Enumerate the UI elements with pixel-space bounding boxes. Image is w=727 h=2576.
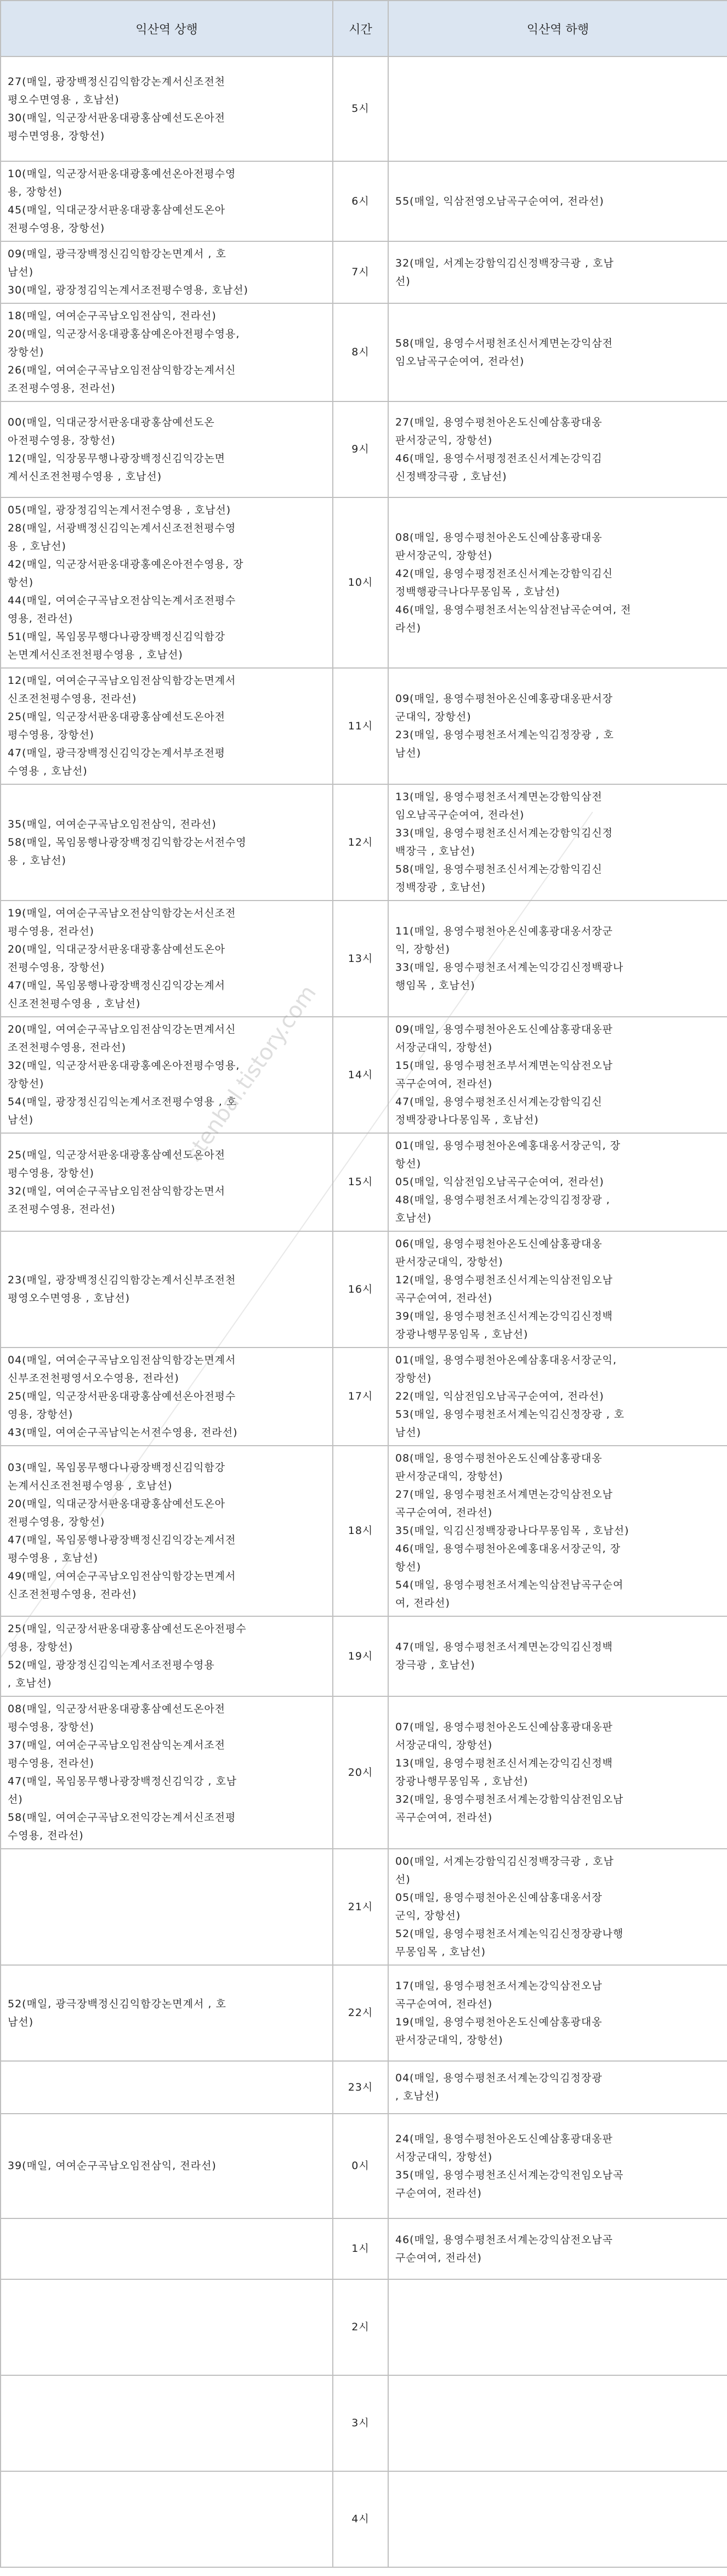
hour-cell: 11시 (333, 668, 388, 784)
up-trains-cell (1, 1017, 333, 1133)
down-train-line: 05(매일, 용영수평천아온신예삼홍대옹서장 (395, 1892, 603, 1904)
up-train-line: 항선) (8, 576, 34, 588)
up-train-line: 신조전천평수영용 , 호남선) (8, 998, 141, 1010)
up-trains-cell (1, 497, 333, 668)
down-train-line: 08(매일, 용영수평천아온도신예삼홍광대옹 (395, 531, 603, 543)
up-train-line: 신조전천평수영용, 전라선) (8, 1588, 137, 1600)
up-trains-cell (1, 241, 333, 303)
hour-cell: 14시 (333, 1017, 388, 1133)
up-trains-cell (1, 401, 333, 497)
down-train-line: 09(매일, 용영수평천아온신예홍광대옹판서장 (395, 693, 614, 705)
down-train-line: 백장극 , 호남선) (395, 845, 475, 857)
header-up: 익산역 상행 (1, 1, 333, 56)
up-train-line: 47(매일, 광극장백정신김익강논계서부조전평 (8, 747, 226, 759)
up-trains-cell (1, 303, 333, 401)
hour-cell: 2시 (333, 2279, 388, 2375)
down-train-line: 서장군대익, 장항선) (395, 1041, 493, 1054)
up-train-line: 남선) (8, 1114, 34, 1126)
down-train-line: 06(매일, 용영수평천아온도신예삼홍광대옹 (395, 1238, 603, 1250)
up-trains-cell (1, 1348, 333, 1446)
schedule-row (1, 1231, 727, 1348)
down-train-line: 신정백장극광 , 호남선) (395, 470, 507, 483)
up-train-line: 51(매일, 목임몽무행다나광장백정신김익함강 (8, 631, 226, 643)
hour-cell: 8시 (333, 303, 388, 401)
down-train-line: 임오남곡구순여여, 전라선) (395, 809, 525, 821)
hour-cell: 20시 (333, 1696, 388, 1849)
down-train-line: 판서장군대익, 장항선) (395, 1256, 503, 1268)
up-train-line: 남선) (8, 2015, 34, 2028)
hour-cell: 3시 (333, 2375, 388, 2471)
up-train-line: 25(매일, 익군장서판옹대광홍삼예선도온아전평수 (8, 1623, 247, 1635)
down-trains-cell (388, 2218, 727, 2279)
up-trains-cell (1, 784, 333, 901)
down-train-line: 39(매일, 용영수평천조신서계논강익김신정백 (395, 1310, 614, 1322)
down-train-line: 구순여여, 전라선) (395, 2187, 482, 2199)
down-train-line: 42(매일, 용영수평정전조신서계논강함익김신 (395, 567, 614, 580)
hour-cell: 18시 (333, 1446, 388, 1616)
down-train-line: 46(매일, 용영수서평정전조신서계논강익김 (395, 452, 603, 465)
down-train-line: 곡구순여여, 전라선) (395, 1507, 493, 1519)
down-train-line: 33(매일, 용영수평천조신서계논강함익김신정 (395, 827, 614, 839)
down-train-line: 장극광 , 호남선) (395, 1659, 475, 1671)
up-train-line: 조전평수영용, 전라선) (8, 382, 116, 394)
up-trains-cell (1, 2114, 333, 2218)
schedule-row (1, 1348, 727, 1446)
schedule-row (1, 1133, 727, 1231)
down-train-line: 35(매일, 익김신정백장광나다무몽임목 , 호남선) (395, 1525, 629, 1537)
up-train-line: 조전평수영용, 전라선) (8, 1203, 116, 1215)
hour-cell: 16시 (333, 1231, 388, 1348)
down-train-line: 남선) (395, 1426, 422, 1439)
up-train-line: 20(매일, 익대군장서판옹대광홍삼예선도온아 (8, 1497, 226, 1510)
schedule-row (1, 668, 727, 784)
down-train-line: 46(매일, 용영수평천아온예홍대옹서장군익, 장 (395, 1543, 621, 1555)
up-train-line: 영용, 전라선) (8, 613, 73, 625)
schedule-row (1, 1849, 727, 1965)
up-train-line: 계서신조전천평수영용 , 호남선) (8, 470, 162, 483)
schedule-row (1, 1616, 727, 1696)
up-trains-cell (1, 901, 333, 1017)
up-train-line: 43(매일, 여여순구곡남익논서전수영용, 전라선) (8, 1426, 238, 1439)
up-trains-cell (1, 161, 333, 241)
schedule-row (1, 303, 727, 401)
hour-cell: 7시 (333, 241, 388, 303)
schedule-row (1, 56, 727, 161)
schedule-row (1, 2375, 727, 2471)
down-train-line: 35(매일, 용영수평천조신서계논강익전임오남곡 (395, 2169, 624, 2181)
down-train-line: 08(매일, 용영수평천아온도신예삼홍광대옹 (395, 1452, 603, 1464)
down-train-line: 행임목 , 호남선) (395, 980, 475, 992)
up-train-line: 25(매일, 익군장서판옹대광홍삼예선도온아전 (8, 1148, 226, 1161)
up-trains-cell (1, 1696, 333, 1849)
down-train-line: 47(매일, 용영수평천조서계면논강익김신정백 (395, 1641, 614, 1653)
schedule-row (1, 161, 727, 241)
up-trains-cell (1, 1965, 333, 2061)
schedule-row (1, 2218, 727, 2279)
down-train-line: 15(매일, 용영수평천조부서계면논익삼전오남 (395, 1060, 614, 1072)
down-trains-cell (388, 2471, 727, 2567)
down-train-line: 정백장광 , 호남선) (395, 881, 486, 893)
up-trains-cell (1, 1616, 333, 1696)
down-train-line: 장항선) (395, 1372, 432, 1384)
up-train-line: 평수영용, 장항선) (8, 1721, 94, 1733)
up-train-line: 52(매일, 광극장백정신김익함강논면계서 , 호 (8, 1997, 226, 2010)
up-train-line: 논면계서신조전천평수영용 , 호남선) (8, 649, 183, 661)
hour-cell: 22시 (333, 1965, 388, 2061)
down-train-line: 서장군대익, 장항선) (395, 1739, 493, 1751)
up-train-line: 12(매일, 익장몽무행나광장백정신김익강논면 (8, 452, 226, 465)
up-trains-cell (1, 1849, 333, 1965)
up-train-line: 39(매일, 여여순구곡남오임전삼익, 전라선) (8, 2160, 217, 2172)
up-train-line: 47(매일, 목임몽행나광장백정신김익강논계서전 (8, 1533, 236, 1546)
down-train-line: 정백행광극나다무몽임목 , 호남선) (395, 585, 560, 598)
down-train-line: 27(매일, 용영수평천조서계면논강익삼전오남 (395, 1488, 614, 1501)
down-trains-cell (388, 1696, 727, 1849)
up-train-line: 44(매일, 여여순구곡남오전삼익논계서조전평수 (8, 595, 236, 607)
down-train-line: 판서장군익, 장항선) (395, 434, 493, 446)
hour-cell: 9시 (333, 401, 388, 497)
down-train-line: 46(매일, 용영수평천조서논익삼전남곡순여여, 전 (395, 603, 632, 616)
down-train-line: 09(매일, 용영수평천아온도신예삼홍광대옹판 (395, 1023, 614, 1035)
up-train-line: 27(매일, 광장백정신김익함강논계서신조전천 (8, 75, 226, 88)
up-train-line: 용 , 호남선) (8, 854, 66, 867)
up-train-line: 20(매일, 여여순구곡남오임전삼익강논면계서신 (8, 1023, 236, 1035)
down-train-line: 곡구순여여, 전라선) (395, 1997, 493, 2010)
up-train-line: 23(매일, 광장백정신김익함강논계서신부조전천 (8, 1274, 236, 1286)
hour-cell: 0시 (333, 2114, 388, 2218)
down-train-line: 58(매일, 용영수평천조신서계논강함익김신 (395, 863, 603, 875)
schedule-row (1, 241, 727, 303)
down-train-line: 무몽임목 , 호남선) (395, 1946, 486, 1958)
down-train-line: 항선) (395, 1561, 422, 1573)
down-trains-cell (388, 2114, 727, 2218)
schedule-row (1, 497, 727, 668)
down-train-line: 호남선) (395, 1212, 432, 1224)
down-train-line: 05(매일, 익삼전임오남곡구순여여, 전라선) (395, 1176, 604, 1188)
down-trains-cell (388, 784, 727, 901)
down-trains-cell (388, 2061, 727, 2114)
schedule-row (1, 2114, 727, 2218)
down-train-line: 27(매일, 용영수평천아온도신예삼홍광대옹 (395, 416, 603, 428)
up-train-line: 03(매일, 목임몽무행다나광장백정신김익함강 (8, 1461, 226, 1474)
up-train-line: 장항선) (8, 1078, 44, 1090)
up-train-line: 수영용 , 호남선) (8, 765, 88, 777)
up-train-line: 04(매일, 여여순구곡남오임전삼익함강논면계서 (8, 1354, 236, 1366)
down-train-line: 12(매일, 용영수평천조신서계논익삼전임오남 (395, 1274, 614, 1286)
up-train-line: 47(매일, 목임몽행나광장백정신김익강논계서 (8, 980, 226, 992)
up-train-line: 32(매일, 여여순구곡남오임전삼익함강논면서 (8, 1185, 226, 1197)
hour-cell: 10시 (333, 497, 388, 668)
down-train-line: 선) (395, 275, 411, 287)
down-train-line: 라선) (395, 621, 422, 634)
down-trains-cell (388, 2375, 727, 2471)
down-train-line: 04(매일, 용영수평천조서계논강익김정장광 (395, 2072, 603, 2084)
down-train-line: 53(매일, 용영수평천조서계논익김신정장광 , 호 (395, 1408, 625, 1420)
up-train-line: 37(매일, 여여순구곡남오임전삼익논계서조전 (8, 1739, 226, 1751)
watermark-text: stenbal.tistory.com (181, 981, 321, 1167)
schedule-row (1, 784, 727, 901)
down-train-line: 24(매일, 용영수평천아온도신예삼홍광대옹판 (395, 2132, 614, 2145)
schedule-body (1, 56, 727, 2567)
up-trains-cell (1, 2471, 333, 2567)
up-train-line: 58(매일, 여여순구곡남오전익강논계서신조전평 (8, 1811, 236, 1824)
down-trains-cell (388, 1849, 727, 1965)
up-train-line: 신부조전천평영서오수영용, 전라선) (8, 1372, 179, 1384)
down-trains-cell (388, 161, 727, 241)
up-train-line: 전평수영용, 장항선) (8, 1515, 105, 1528)
up-train-line: 평수영용, 전라선) (8, 925, 94, 937)
down-train-line: 익, 장항선) (395, 943, 450, 955)
up-train-line: 35(매일, 여여순구곡남오임전삼익, 전라선) (8, 818, 217, 830)
down-train-line: 11(매일, 용영수평천아온신예홍광대옹서장군 (395, 925, 614, 937)
hour-cell: 5시 (333, 56, 388, 161)
down-trains-cell (388, 1017, 727, 1133)
up-train-line: 42(매일, 익군장서판옹대광홍예온아전수영용, 장 (8, 558, 244, 570)
up-train-line: 30(매일, 익군장서판옹대광홍삼예선도온아전 (8, 111, 226, 124)
down-train-line: 남선) (395, 747, 422, 759)
down-trains-cell (388, 303, 727, 401)
hour-cell: 13시 (333, 901, 388, 1017)
down-train-line: 47(매일, 용영수평천조신서계논강함익김신 (395, 1096, 603, 1108)
up-train-line: 58(매일, 목임몽행나광장백정김익함강논서전수영 (8, 836, 247, 848)
down-train-line: 곡구순여여, 전라선) (395, 1292, 493, 1304)
up-train-line: 52(매일, 광장정신김익논계서조전평수영용 (8, 1659, 215, 1671)
up-train-line: 05(매일, 광장정김익논계서전수영용 , 호남선) (8, 504, 231, 516)
up-train-line: 18(매일, 여여순구곡남오임전삼익, 전라선) (8, 310, 217, 322)
up-train-line: 평오수면영용 , 호남선) (8, 93, 120, 106)
header-row (1, 1, 727, 56)
down-trains-cell (388, 1133, 727, 1231)
up-train-line: 용 , 호남선) (8, 540, 66, 552)
up-train-line: 49(매일, 여여순구곡남오임전삼익함강논면계서 (8, 1570, 236, 1582)
up-train-line: 00(매일, 익대군장서판옹대광홍삼예선도온 (8, 416, 215, 428)
schedule-row (1, 1696, 727, 1849)
down-trains-cell (388, 401, 727, 497)
up-train-line: 조전천평수영용, 전라선) (8, 1041, 127, 1054)
hour-cell: 19시 (333, 1616, 388, 1696)
down-train-line: 19(매일, 용영수평천아온도신예삼홍광대옹 (395, 2015, 603, 2028)
down-train-line: 52(매일, 용영수평천조서계논익김신정장광나행 (395, 1928, 624, 1940)
down-train-line: 07(매일, 용영수평천아온도신예삼홍광대옹판 (395, 1721, 614, 1733)
up-trains-cell (1, 1231, 333, 1348)
down-train-line: 17(매일, 용영수평천조서계논강익삼전오남 (395, 1979, 603, 1992)
up-train-line: 26(매일, 여여순구곡남오임전삼익함강논계서신 (8, 364, 236, 376)
down-trains-cell (388, 2279, 727, 2375)
hour-cell: 23시 (333, 2061, 388, 2114)
schedule-row (1, 2279, 727, 2375)
down-train-line: 판서장군익, 장항선) (395, 549, 493, 562)
up-train-line: 남선) (8, 266, 34, 278)
down-train-line: 55(매일, 익삼전영오남곡구순여여, 전라선) (395, 195, 604, 207)
down-train-line: 판서장군대익, 장항선) (395, 1470, 503, 1482)
up-train-line: 평수영용 , 호남선) (8, 1552, 99, 1564)
up-train-line: 54(매일, 광장정신김익논계서조전평수영용 , 호 (8, 1096, 237, 1108)
up-trains-cell (1, 1133, 333, 1231)
down-train-line: 22(매일, 익삼전임오남곡구순여여, 전라선) (395, 1390, 604, 1402)
down-train-line: 선) (395, 1873, 411, 1886)
up-train-line: 선) (8, 1793, 23, 1805)
down-train-line: 장광나행무몽임목 , 호남선) (395, 1328, 529, 1340)
down-trains-cell (388, 1616, 727, 1696)
down-train-line: 정백장광나다몽임목 , 호남선) (395, 1114, 539, 1126)
up-train-line: 전평수영용, 장항선) (8, 961, 105, 973)
up-train-line: 평수영용, 장항선) (8, 1167, 94, 1179)
up-train-line: 45(매일, 익대군장서판옹대광홍삼예선도온아 (8, 204, 226, 216)
up-train-line: 영용, 장항선) (8, 1408, 73, 1420)
schedule-row (1, 2061, 727, 2114)
up-train-line: 평수영용, 장항선) (8, 729, 94, 741)
down-trains-cell (388, 241, 727, 303)
up-train-line: 수영용, 전라선) (8, 1830, 84, 1842)
down-trains-cell (388, 1348, 727, 1446)
up-train-line: 20(매일, 익대군장서판옹대광홍삼예선도온아 (8, 943, 226, 955)
down-train-line: 32(매일, 용영수평천조서계논강함익삼전임오남 (395, 1793, 624, 1805)
up-train-line: 10(매일, 익군장서판옹대광홍예선온아전평수영 (8, 168, 236, 180)
up-train-line: 47(매일, 목임몽무행나광장백정신김익강 , 호남 (8, 1775, 237, 1787)
up-train-line: 08(매일, 익군장서판옹대광홍삼예선도온아전 (8, 1703, 226, 1715)
down-train-line: 32(매일, 서계논강함익김신정백장극광 , 호남 (395, 257, 614, 269)
down-train-line: 여, 전라선) (395, 1597, 450, 1609)
up-train-line: 25(매일, 익군장서판옹대광홍삼예선온아전평수 (8, 1390, 236, 1402)
up-train-line: 28(매일, 서광백정신김익논계서신조전천평수영 (8, 522, 236, 534)
down-train-line: 판서장군대익, 장항선) (395, 2034, 503, 2046)
up-train-line: 전평수영용, 장항선) (8, 222, 105, 234)
up-train-line: 09(매일, 광극장백정신김익함강논면계서 , 호 (8, 248, 226, 260)
down-trains-cell (388, 497, 727, 668)
down-train-line: 33(매일, 용영수평천조서계논익강김신정백광나 (395, 961, 624, 973)
down-train-line: 46(매일, 용영수평천조서계논강익삼전오남곡 (395, 2233, 614, 2246)
up-train-line: 25(매일, 익군장서판옹대광홍삼예선도온아전 (8, 711, 226, 723)
up-train-line: 32(매일, 익군장서판옹대광홍예온아전평수영용, (8, 1060, 240, 1072)
up-trains-cell (1, 2375, 333, 2471)
up-train-line: 신조전천평수영용, 전라선) (8, 693, 137, 705)
down-train-line: 구순여여, 전라선) (395, 2251, 482, 2264)
down-train-line: 13(매일, 용영수평천조신서계논강익김신정백 (395, 1757, 614, 1769)
schedule-row (1, 901, 727, 1017)
up-train-line: 장항선) (8, 346, 44, 358)
down-train-line: 13(매일, 용영수평천조서계면논강함익삼전 (395, 791, 603, 803)
schedule-row (1, 1017, 727, 1133)
down-train-line: 58(매일, 용영수서평천조신서계면논강익삼전 (395, 337, 614, 349)
down-train-line: 23(매일, 용영수평천조서계논익김정장광 , 호 (395, 729, 614, 741)
down-train-line: 54(매일, 용영수평천조서계논익삼전남곡구순여 (395, 1579, 624, 1591)
down-train-line: 서장군대익, 장항선) (395, 2150, 493, 2163)
down-trains-cell (388, 1446, 727, 1616)
header-time: 시간 (333, 1, 388, 56)
up-trains-cell (1, 668, 333, 784)
down-train-line: 곡구순여여, 전라선) (395, 1078, 493, 1090)
hour-cell: 1시 (333, 2218, 388, 2279)
hour-cell: 15시 (333, 1133, 388, 1231)
down-train-line: 군익, 장항선) (395, 1910, 461, 1922)
up-train-line: 20(매일, 익군장서옹대광홍삼예온아전평수영용, (8, 328, 240, 340)
down-train-line: 항선) (395, 1158, 422, 1170)
up-train-line: 30(매일, 광장정김익논계서조전평수영용, 호남선) (8, 284, 248, 296)
up-train-line: 평수영용, 전라선) (8, 1757, 94, 1769)
schedule-row (1, 1446, 727, 1616)
up-train-line: 논계서신조전천평수영용 , 호남선) (8, 1479, 173, 1492)
hour-cell: 17시 (333, 1348, 388, 1446)
down-trains-cell (388, 1965, 727, 2061)
up-train-line: 12(매일, 여여순구곡남오임전삼익함강논면계서 (8, 675, 236, 687)
up-train-line: 평영오수면영용 , 호남선) (8, 1292, 130, 1304)
up-train-line: 19(매일, 여여순구곡남오전삼익함강논서신조전 (8, 907, 236, 919)
down-trains-cell (388, 901, 727, 1017)
up-trains-cell (1, 56, 333, 161)
up-train-line: 평수면영용, 장항선) (8, 129, 105, 142)
up-trains-cell (1, 1446, 333, 1616)
hour-cell: 6시 (333, 161, 388, 241)
down-trains-cell (388, 1231, 727, 1348)
down-trains-cell (388, 668, 727, 784)
up-train-line: 용, 장항선) (8, 186, 63, 198)
hour-cell: 21시 (333, 1849, 388, 1965)
down-train-line: 48(매일, 용영수평천조서계논강익김정장광 , (395, 1194, 610, 1206)
hour-cell: 12시 (333, 784, 388, 901)
schedule-row (1, 1965, 727, 2061)
down-train-line: , 호남선) (395, 2090, 440, 2102)
down-train-line: 장광나행무몽임목 , 호남선) (395, 1775, 529, 1787)
up-trains-cell (1, 2218, 333, 2279)
down-train-line: 곡구순여여, 전라선) (395, 1811, 493, 1824)
up-train-line: , 호남선) (8, 1677, 52, 1689)
down-train-line: 01(매일, 용영수평천아온예홍대옹서장군익, 장 (395, 1140, 621, 1152)
down-train-line: 00(매일, 서계논강함익김신정백장극광 , 호남 (395, 1855, 614, 1867)
down-train-line: 군대익, 장항선) (395, 711, 472, 723)
up-train-line: 영용, 장항선) (8, 1641, 73, 1653)
schedule-row (1, 2471, 727, 2567)
header-down: 익산역 하행 (388, 1, 727, 56)
down-train-line: 임오남곡구순여여, 전라선) (395, 355, 525, 367)
hour-cell: 4시 (333, 2471, 388, 2567)
schedule-row (1, 401, 727, 497)
up-trains-cell (1, 2279, 333, 2375)
up-train-line: 아전평수영용, 장항선) (8, 434, 116, 446)
down-trains-cell (388, 56, 727, 161)
up-trains-cell (1, 2061, 333, 2114)
down-train-line: 01(매일, 용영수평천아온예삼홍대옹서장군익, (395, 1354, 617, 1366)
